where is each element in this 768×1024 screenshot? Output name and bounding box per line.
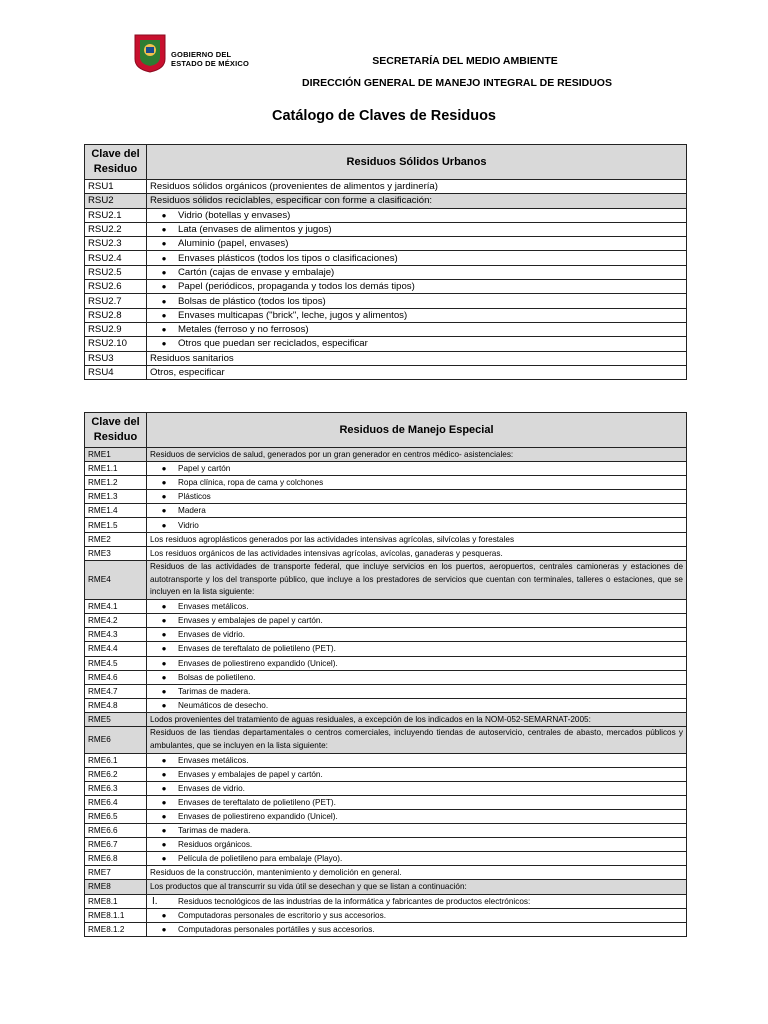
table-row — [85, 600, 687, 614]
residue-description: Plásticos — [178, 492, 211, 502]
table-row — [85, 337, 687, 351]
bullet-icon: ● — [161, 506, 167, 516]
residue-key: RSU4 — [85, 365, 147, 379]
residue-description-cell — [147, 476, 687, 490]
residue-key: RSU2.3 — [85, 237, 147, 251]
table-row — [85, 726, 687, 753]
residue-key: RME4.5 — [85, 656, 147, 670]
residue-description-cell — [147, 894, 687, 908]
residue-key: RME1.3 — [85, 490, 147, 504]
residue-key: RME6 — [85, 726, 147, 753]
residue-description-cell — [147, 265, 687, 279]
table-row — [85, 642, 687, 656]
table-row — [85, 308, 687, 322]
residue-description: Bolsas de polietileno. — [178, 672, 256, 682]
residue-key: RSU2 — [85, 194, 147, 208]
residue-key: RME6.2 — [85, 767, 147, 781]
bullet-icon: ● — [161, 492, 167, 502]
bullet-icon: ● — [161, 464, 167, 474]
residue-description-cell — [147, 753, 687, 767]
bullet-icon: ● — [161, 616, 167, 626]
table-row — [85, 712, 687, 726]
residue-description-cell — [147, 222, 687, 236]
residue-key: RME6.1 — [85, 753, 147, 767]
column-header-key: Clave del Residuo — [85, 145, 147, 180]
residue-description: Vidrio — [178, 520, 199, 530]
bullet-icon: ● — [161, 282, 167, 292]
residue-description: Residuos tecnológicos de las industrias de la informática y fabricantes de productos electrónicos: — [178, 896, 531, 906]
residue-description: Bolsas de plástico (todos los tipos) — [178, 295, 326, 307]
residue-description: Envases y embalajes de papel y cartón. — [178, 616, 323, 626]
residue-key: RME6.8 — [85, 852, 147, 866]
bullet-icon: ● — [161, 296, 167, 306]
residue-key: RME2 — [85, 532, 147, 546]
table-header-row — [85, 413, 687, 448]
residue-key: RME1.2 — [85, 476, 147, 490]
table-row — [85, 365, 687, 379]
table-row — [85, 265, 687, 279]
bullet-icon: ● — [161, 700, 167, 710]
table-row — [85, 922, 687, 936]
column-header-key: Clave del Residuo — [85, 413, 147, 448]
bullet-icon: ● — [161, 672, 167, 682]
bullet-icon: ● — [161, 253, 167, 263]
residue-key: RSU2.6 — [85, 280, 147, 294]
estado-de-mexico-logo — [133, 33, 167, 78]
residue-key: RSU2.5 — [85, 265, 147, 279]
residue-key: RME4.1 — [85, 600, 147, 614]
residue-description-cell — [147, 726, 687, 753]
residue-key: RME3 — [85, 546, 147, 560]
residue-key: RME6.7 — [85, 838, 147, 852]
residue-description: Residuos sólidos orgánicos (provenientes de alimentos y jardinería) — [150, 181, 438, 193]
residue-description-cell — [147, 670, 687, 684]
bullet-icon: ● — [161, 520, 167, 530]
table-row — [85, 546, 687, 560]
table-row — [85, 670, 687, 684]
residue-description: Lodos provenientes del tratamiento de aguas residuales, a excepción de los indicados en la NOM-052-SEMARNAT-2005: — [150, 714, 591, 724]
bullet-icon: ● — [161, 755, 167, 765]
residue-key: RSU2.7 — [85, 294, 147, 308]
bullet-icon: ● — [161, 339, 167, 349]
roman-numeral: I. — [152, 895, 158, 907]
table-row — [85, 781, 687, 795]
bullet-icon: ● — [161, 797, 167, 807]
residue-description: Envases plásticos (todos los tipos o clasificaciones) — [178, 252, 398, 264]
residue-key: RME8 — [85, 880, 147, 894]
residue-description-cell — [147, 698, 687, 712]
document-header — [0, 0, 768, 100]
bullet-icon: ● — [161, 225, 167, 235]
bullet-icon: ● — [161, 686, 167, 696]
bullet-icon: ● — [161, 325, 167, 335]
bullet-icon: ● — [161, 826, 167, 836]
residue-description-cell — [147, 462, 687, 476]
residue-key: RME1.4 — [85, 504, 147, 518]
residue-key: RSU2.1 — [85, 208, 147, 222]
table-row — [85, 795, 687, 809]
residue-description-cell — [147, 351, 687, 365]
residue-key: RME8.1.2 — [85, 922, 147, 936]
table-row — [85, 518, 687, 532]
residue-key: RSU1 — [85, 180, 147, 194]
residue-description-cell — [147, 294, 687, 308]
residue-description: Residuos de la construcción, mantenimiento y demolición en general. — [150, 868, 402, 878]
residue-description-cell — [147, 532, 687, 546]
table-header-row — [85, 145, 687, 180]
residue-key: RME6.4 — [85, 795, 147, 809]
residue-description: Los residuos orgánicos de las actividades intensivas agrícolas, avícolas, ganaderas y pesqueras. — [150, 548, 503, 558]
residue-description: Metales (ferroso y no ferrosos) — [178, 324, 309, 336]
bullet-icon: ● — [161, 644, 167, 654]
residue-description-cell — [147, 908, 687, 922]
residue-description-cell — [147, 642, 687, 656]
table-row — [85, 532, 687, 546]
residue-key: RSU2.4 — [85, 251, 147, 265]
residue-description: Residuos de las actividades de transporte federal, que incluye servicios en los puertos, aeropuertos, centrales camioneras y estaciones de autotransporte y los del transporte público, que incluye a los prestadores de servicios que cuentan con terminales, talleres o estaciones, que se incluyen en la lista siguiente: — [150, 561, 683, 597]
table-row — [85, 251, 687, 265]
residue-key: RSU2.8 — [85, 308, 147, 322]
residue-key: RME1.1 — [85, 462, 147, 476]
residue-description-cell — [147, 600, 687, 614]
table-row — [85, 628, 687, 642]
residue-description: Película de polietileno para embalaje (Playo). — [178, 854, 343, 864]
residue-description: Tarimas de madera. — [178, 686, 251, 696]
table-row — [85, 448, 687, 462]
table-row — [85, 322, 687, 336]
table-row — [85, 753, 687, 767]
residue-key: RSU2.2 — [85, 222, 147, 236]
residue-key: RME5 — [85, 712, 147, 726]
residue-description-cell — [147, 809, 687, 823]
table-row — [85, 560, 687, 599]
residue-key: RSU2.9 — [85, 322, 147, 336]
table-row — [85, 180, 687, 194]
residue-description: Envases y embalajes de papel y cartón. — [178, 769, 323, 779]
page-title: Catálogo de Claves de Residuos — [271, 108, 496, 124]
bullet-icon: ● — [161, 854, 167, 864]
residue-description: Envases metálicos. — [178, 755, 249, 765]
residue-description: Envases de tereftalato de polietileno (PET). — [178, 644, 336, 654]
table-row — [85, 852, 687, 866]
residue-description-cell — [147, 208, 687, 222]
table-row — [85, 294, 687, 308]
table-row — [85, 476, 687, 490]
residue-description-cell — [147, 838, 687, 852]
rme-table — [84, 412, 687, 937]
residue-description-cell — [147, 251, 687, 265]
residue-description-cell — [147, 504, 687, 518]
residue-key: RME6.3 — [85, 781, 147, 795]
residue-description-cell — [147, 866, 687, 880]
residue-description-cell — [147, 322, 687, 336]
residue-description-cell — [147, 448, 687, 462]
residue-description-cell — [147, 546, 687, 560]
residue-description-cell — [147, 922, 687, 936]
residue-key: RME4.6 — [85, 670, 147, 684]
residue-description: Cartón (cajas de envase y embalaje) — [178, 266, 335, 278]
residue-description-cell — [147, 560, 687, 599]
bullet-icon: ● — [161, 602, 167, 612]
residue-description: Residuos sólidos reciclables, especificar con forme a clasificación: — [150, 195, 433, 207]
residue-description: Neumáticos de desecho. — [178, 700, 269, 710]
residue-description: Computadoras personales portátiles y sus accesorios. — [178, 924, 375, 934]
residue-description-cell — [147, 194, 687, 208]
residue-description-cell — [147, 795, 687, 809]
residue-key: RME4.2 — [85, 614, 147, 628]
residue-description-cell — [147, 614, 687, 628]
residue-key: RME4 — [85, 560, 147, 599]
residue-description-cell — [147, 767, 687, 781]
residue-description-cell — [147, 337, 687, 351]
residue-description: Los residuos agroplásticos generados por las actividades intensivas agrícolas, silvícolas y forestales — [150, 534, 515, 544]
residue-description-cell — [147, 518, 687, 532]
residue-key: RME1 — [85, 448, 147, 462]
table-row — [85, 280, 687, 294]
bullet-icon: ● — [161, 267, 167, 277]
residue-description-cell — [147, 852, 687, 866]
column-header-title: Residuos de Manejo Especial — [147, 413, 687, 448]
residue-description-cell — [147, 365, 687, 379]
residue-description-cell — [147, 824, 687, 838]
residue-description: Computadoras personales de escritorio y sus accesorios. — [178, 910, 386, 920]
residue-description: Lata (envases de alimentos y jugos) — [178, 224, 332, 236]
residue-description: Envases de poliestireno expandido (Unicel). — [178, 658, 338, 668]
bullet-icon: ● — [161, 924, 167, 934]
bullet-icon: ● — [161, 658, 167, 668]
residue-key: RME4.7 — [85, 684, 147, 698]
residue-description-cell — [147, 308, 687, 322]
bullet-icon: ● — [161, 812, 167, 821]
residue-description-cell — [147, 490, 687, 504]
direccion-heading: DIRECCIÓN GENERAL DE MANEJO INTEGRAL DE RESIDUOS — [302, 77, 612, 89]
residue-key: RME4.4 — [85, 642, 147, 656]
residue-description: Residuos orgánicos. — [178, 840, 253, 850]
residue-description: Los productos que al transcurrir su vida útil se desechan y que se listan a continuación: — [150, 882, 467, 892]
residue-description-cell — [147, 781, 687, 795]
table-row — [85, 908, 687, 922]
residue-description: Envases multicapas ("brick", leche, jugos y alimentos) — [178, 309, 408, 321]
residue-key: RME8.1 — [85, 894, 147, 908]
table-row — [85, 614, 687, 628]
bullet-icon: ● — [161, 210, 167, 220]
logo-caption: GOBIERNO DEL ESTADO DE MÉXICO — [171, 50, 250, 68]
residue-key: RME4.8 — [85, 698, 147, 712]
residue-description: Madera — [178, 506, 206, 516]
residue-description-cell — [147, 237, 687, 251]
residue-description-cell — [147, 180, 687, 194]
table-row — [85, 880, 687, 894]
table-row — [85, 194, 687, 208]
table-row — [85, 504, 687, 518]
table-row — [85, 838, 687, 852]
residue-description: Residuos de las tiendas departamentales o centros comerciales, incluyendo tiendas de autoservicio, centrales de abasto, mercados públicos y ambulantes, que se incluyen en la lista siguiente: — [150, 727, 683, 750]
bullet-icon: ● — [161, 783, 167, 793]
bullet-icon: ● — [161, 769, 167, 779]
residue-key: RME6.6 — [85, 824, 147, 838]
bullet-icon: ● — [161, 310, 167, 320]
table-row — [85, 767, 687, 781]
bullet-icon: ● — [161, 239, 167, 249]
residue-description: Tarimas de madera. — [178, 826, 251, 836]
residue-description: Otros, especificar — [150, 367, 225, 378]
residue-key: RME7 — [85, 866, 147, 880]
residue-description-cell — [147, 628, 687, 642]
residue-description: Aluminio (papel, envases) — [178, 238, 289, 250]
residue-description-cell — [147, 712, 687, 726]
table-row — [85, 351, 687, 365]
table-row — [85, 894, 687, 908]
residue-description: Vidrio (botellas y envases) — [178, 209, 291, 221]
residue-description: Envases de vidrio. — [178, 630, 245, 640]
rsu-table — [84, 144, 687, 380]
residue-key: RSU3 — [85, 351, 147, 365]
table-row — [85, 237, 687, 251]
residue-description: Residuos de servicios de salud, generados por un gran generador en centros médico- asistenciales: — [150, 450, 514, 460]
residue-description-cell — [147, 880, 687, 894]
residue-description: Envases de poliestireno expandido (Unicel). — [178, 812, 338, 821]
residue-description: Residuos sanitarios — [150, 352, 234, 364]
residue-description: Otros que puedan ser reciclados, especificar — [178, 338, 368, 350]
table-row — [85, 809, 687, 823]
residue-description: Envases metálicos. — [178, 602, 249, 612]
table-row — [85, 490, 687, 504]
bullet-icon: ● — [161, 910, 167, 920]
residue-description: Papel y cartón — [178, 464, 231, 474]
table-row — [85, 656, 687, 670]
table-row — [85, 866, 687, 880]
secretaria-heading: SECRETARÍA DEL MEDIO AMBIENTE — [372, 55, 558, 67]
table-row — [85, 462, 687, 476]
residue-description-cell — [147, 280, 687, 294]
residue-description-cell — [147, 656, 687, 670]
residue-description: Envases de vidrio. — [178, 783, 245, 793]
residue-key: RME4.3 — [85, 628, 147, 642]
residue-key: RSU2.10 — [85, 337, 147, 351]
column-header-title: Residuos Sólidos Urbanos — [147, 145, 687, 180]
table-row — [85, 222, 687, 236]
residue-key: RME1.5 — [85, 518, 147, 532]
residue-description: Papel (periódicos, propaganda y todos los demás tipos) — [178, 281, 415, 293]
table-row — [85, 684, 687, 698]
residue-description: Envases de tereftalato de polietileno (PET). — [178, 797, 336, 807]
residue-key: RME6.5 — [85, 809, 147, 823]
residue-key: RME8.1.1 — [85, 908, 147, 922]
table-row — [85, 824, 687, 838]
table-row — [85, 698, 687, 712]
residue-description: Ropa clínica, ropa de cama y colchones — [178, 478, 324, 488]
table-row — [85, 208, 687, 222]
bullet-icon: ● — [161, 630, 167, 640]
bullet-icon: ● — [161, 478, 167, 488]
bullet-icon: ● — [161, 840, 167, 850]
residue-description-cell — [147, 684, 687, 698]
